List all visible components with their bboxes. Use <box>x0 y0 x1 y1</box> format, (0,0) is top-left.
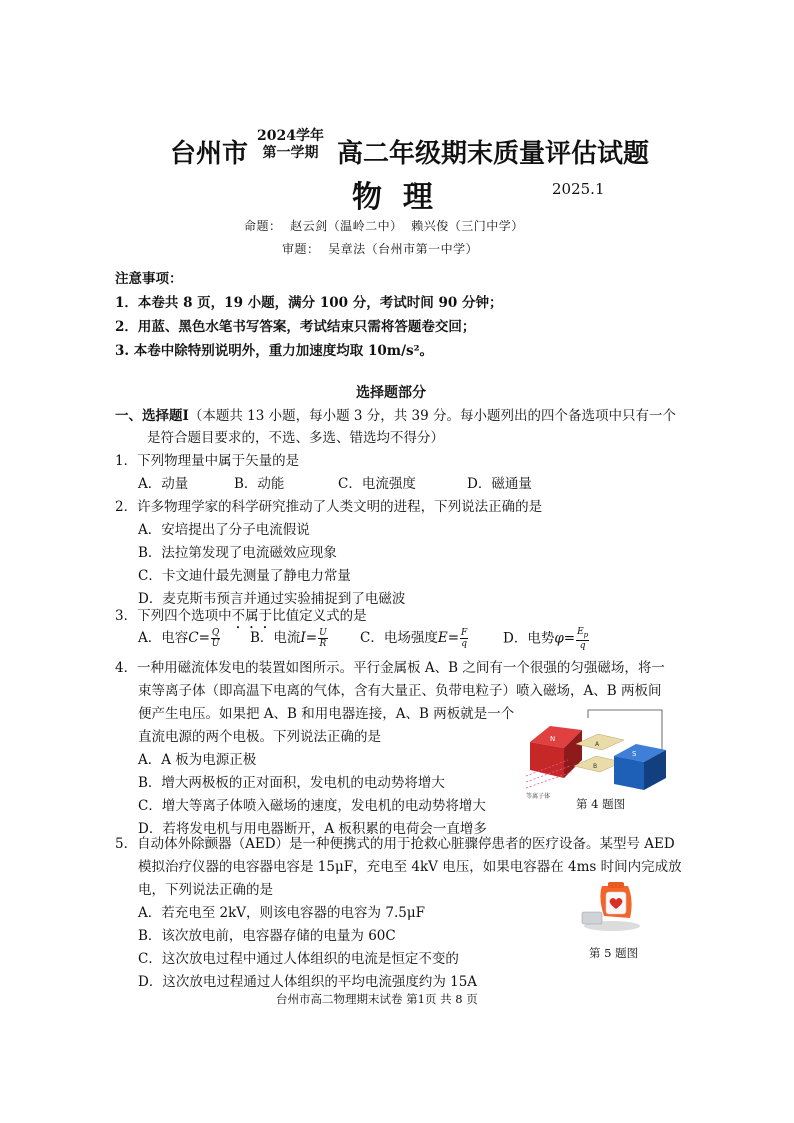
q5-stem-line1: 5．自动体外除颤器（AED）是一种便携式的用于抢救心脏骤停患者的医疗设备。某型号 AED <box>115 836 675 852</box>
q1-stem: 1．下列物理量中属于矢量的是 <box>115 453 300 469</box>
school-year-line1: 2024学年 <box>257 128 324 144</box>
part-desc-line2: 是符合题目要求的，不选、多选、错选均不得分） <box>147 430 444 446</box>
q2-stem: 2．许多物理学家的科学研究推动了人类文明的进程，下列说法正确的是 <box>115 499 543 515</box>
q3-option-d-label: D．电势 <box>503 630 555 647</box>
q1-option-d: D．磁通量 <box>467 476 532 492</box>
q3-option-a-label: A．电容 <box>138 630 189 646</box>
q5-figure-caption: 第 5 题图 <box>589 946 639 960</box>
reviewer-line: 审题： 吴章法（台州市第一中学） <box>282 242 479 256</box>
page-footer: 台州市高二物理期末试卷 第1页 共 8 页 <box>276 992 478 1006</box>
q1-option-a: A．动量 <box>138 476 189 492</box>
city-name: 台州市 <box>170 139 249 169</box>
school-year-line2: 第一学期 <box>262 145 319 161</box>
q2-option-b: B．法拉第发现了电流磁效应现象 <box>138 545 337 561</box>
mhd-generator-illustration <box>520 700 670 800</box>
note-item-3: 3. 本卷中除特别说明外，重力加速度均取 10m/s²。 <box>115 343 434 359</box>
school-year <box>257 128 324 162</box>
aed-device-illustration <box>578 878 642 934</box>
q1-option-b: B．动能 <box>234 476 285 492</box>
q4-option-a: A．A 板为电源正极 <box>138 752 257 768</box>
q2-option-a: A．安培提出了分子电流假说 <box>138 522 310 538</box>
q4-figure-caption: 第 4 题图 <box>576 797 626 811</box>
q3-option-b-label: B．电流 <box>250 630 301 646</box>
section-title: 选择题部分 <box>356 385 426 401</box>
plate-a-label: A <box>595 741 600 748</box>
q4-stem-line1: 4．一种用磁流体发电的装置如图所示。平行金属板 A、B 之间有一个很强的匀强磁场，将一 <box>115 660 665 676</box>
q3-stem-post: 比值定义式的是 <box>272 608 367 624</box>
magnet-s-label: S <box>632 750 637 758</box>
q2-option-c: C．卡文迪什最先测量了静电力常量 <box>138 568 351 584</box>
q5-option-a: A．若充电至 2kV，则该电容器的电容为 7.5μF <box>138 905 425 921</box>
q3-option-d: D．电势φ= $\frac{E_p}{q}$ <box>503 627 589 651</box>
q3-option-a: A．电容C= $\frac{Q}{U}$ <box>138 628 220 649</box>
part-desc-line1: （本题共 13 小题，每小题 3 分，共 39 分。每小题列出的四个备选项中只有一个 <box>188 408 677 424</box>
q4-option-b: B．增大两极板的正对面积，发电机的电动势将增大 <box>138 775 445 791</box>
authors-line: 命题： 赵云剑（温岭二中） 赖兴俊（三门中学） <box>244 219 524 233</box>
q4-figure <box>520 700 670 800</box>
note-item-2: 2．用蓝、黑色水笔书写答案，考试结束只需将答题卷交回； <box>115 319 476 335</box>
q5-option-d: D．这次放电过程通过人体组织的平均电流强度约为 15A <box>138 974 478 990</box>
q5-stem-line3: 电，下列说法正确的是 <box>138 882 273 898</box>
q4-option-d: D．若将发电机与用电器断开，A 板积累的电荷会一直增多 <box>138 821 487 837</box>
plasma-label: 等离子体 <box>526 793 551 800</box>
note-item-1: 1．本卷共 8 页，19 小题，满分 100 分，考试时间 90 分钟； <box>115 295 503 311</box>
part-instruction <box>115 404 676 424</box>
q3-option-b: B．电流I= $\frac{U}{R}$ <box>250 628 327 649</box>
q3-option-c: C．电场强度E= $\frac{F}{q}$ <box>360 628 468 649</box>
q4-stem-line4: 直流电源的两个电极。下列说法正确的是 <box>138 729 381 745</box>
notes-title: 注意事项： <box>115 271 183 287</box>
q1-option-c: C．电流强度 <box>338 476 416 492</box>
q4-option-c: C．增大等离子体喷入磁场的速度，发电机的电动势将增大 <box>138 798 486 814</box>
subject-title: 物 理 <box>352 180 433 215</box>
q4-stem-line3: 便产生电压。如果把 A、B 和用电器连接，A、B 两板就是一个 <box>138 706 515 722</box>
exam-title: 高二年级期末质量评估试题 <box>337 139 650 169</box>
q5-figure <box>578 878 642 934</box>
q2-option-d: D．麦克斯韦预言并通过实验捕捉到了电磁波 <box>138 591 406 607</box>
q5-option-b: B．该次放电前，电容器存储的电量为 60C <box>138 928 396 944</box>
q3-option-c-label: C．电场强度 <box>360 630 438 646</box>
q3-stem-pre: 3．下列四个选项中 <box>115 608 232 624</box>
q3-stem-emphasis: 不属于 <box>231 608 273 624</box>
part-label: 一、选择题Ⅰ <box>115 408 189 424</box>
q4-stem-line2: 束等离子体（即高温下电离的气体，含有大量正、负带电粒子）喷入磁场，A、B 两板间 <box>138 683 662 699</box>
plate-b-label: B <box>593 763 598 770</box>
q5-option-c: C．这次放电过程中通过人体组织的电流是恒定不变的 <box>138 951 459 967</box>
q5-stem-line2: 模拟治疗仪器的电容器电容是 15μF，充电至 4kV 电压，如果电容器在 4ms 时间内完成放 <box>138 859 682 875</box>
exam-date: 2025.1 <box>552 180 605 198</box>
magnet-n-label: N <box>550 735 556 743</box>
